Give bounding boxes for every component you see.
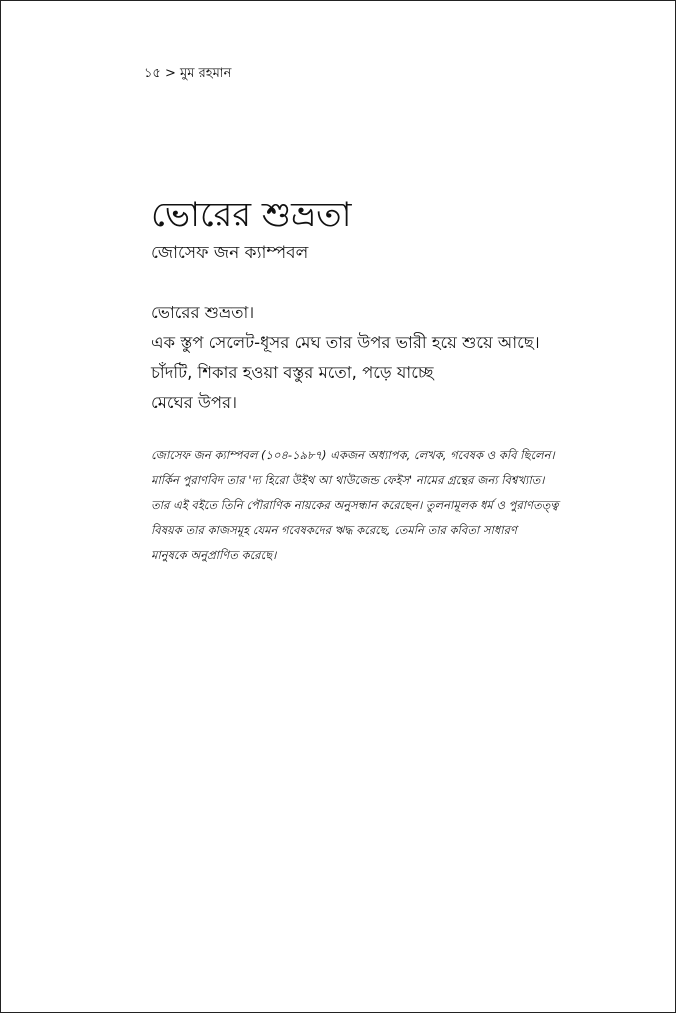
author-note-line: মানুষকে অনুপ্রাণিত করেছে। [151,548,277,562]
poem-line: চাঁদটি, শিকার হওয়া বস্তুর মতো, পড়ে যাচ্ছে [151,363,434,382]
poem-title: ভোরের শুভ্রতা [151,195,352,235]
author-note [151,443,611,568]
poem-line: এক স্তুপ সেলেট-ধূসর মেঘ তার উপর ভারী হয়ে শুয়ে আছে। [151,333,540,352]
poem-body [151,298,591,418]
running-head: ১৫ > মুম রহমান [144,66,232,81]
poem-line: মেঘের উপর। [151,393,238,412]
poem-author: জোসেফ জন ক্যাম্পবল [151,243,309,263]
author-note-line: বিষয়ক তার কাজসমূহ যেমন গবেষকদের ঋদ্ধ করেছে, তেমনি তার কবিতা সাধারণ [151,523,517,537]
author-note-line: মার্কিন পুরাণবিদ তার 'দ্য হিরো উইথ আ থাউজেন্ড ফেইস' নামের গ্রন্থের জন্য বিশ্বখ্যাত। [151,473,545,487]
author-note-line: তার এই বইতে তিনি পৌরাণিক নায়কের অনুসন্ধান করেছেন। তুলনামূলক ধর্ম ও পুরাণতত্ত্ব [151,498,559,512]
poem-line: ভোরের শুভ্রতা। [151,303,255,322]
author-note-line: জোসেফ জন ক্যাম্পবল (১০৪-১৯৮৭) একজন অধ্যাপক, লেখক, গবেষক ও কবি ছিলেন। [151,448,555,462]
